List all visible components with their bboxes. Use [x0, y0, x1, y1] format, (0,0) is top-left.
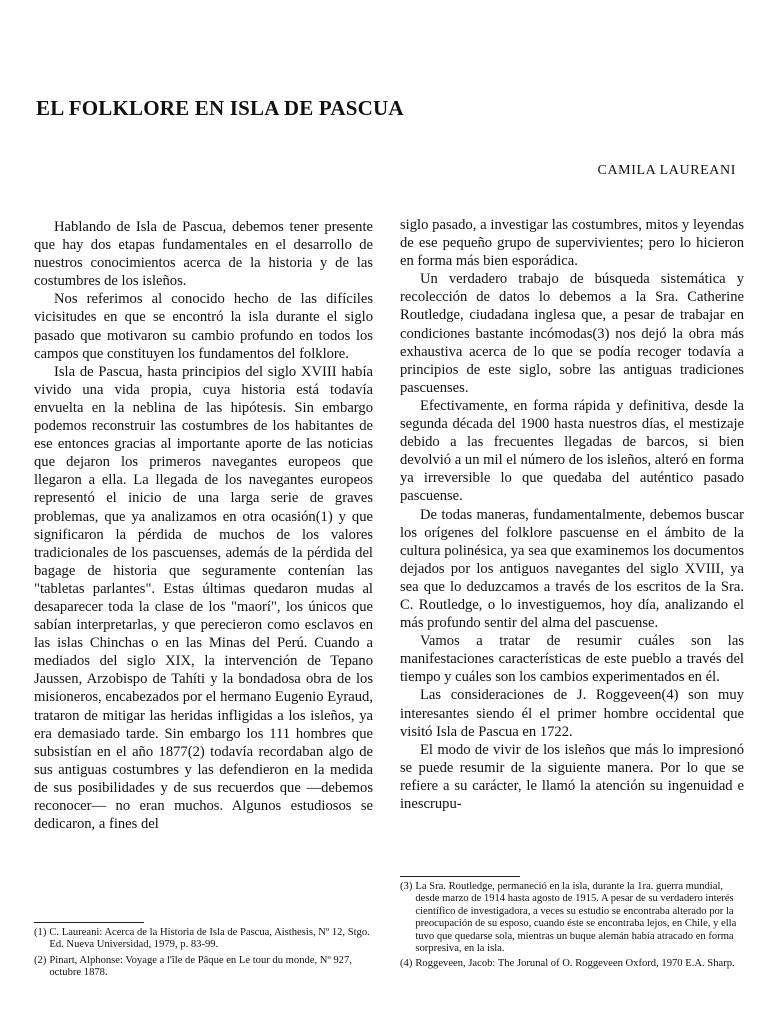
paragraph: De todas maneras, fundamentalmente, debemos buscar los orígenes del folklore pascuense en el ámbito de la cultura polinésica, ya sea que examinemos los documentos dejados por los antiguos navegantes del siglo XVIII, ya sea que lo deduzcamos a través de los escritos de la Sra. C. Routledge, o lo investiguemos, hoy día, analizando el más profundo sentir del alma del pascuense.	[400, 506, 744, 632]
paragraph: Isla de Pascua, hasta principios del siglo XVIII había vivido una vida propia, cuya historia está todavía envuelta en la neblina de las hipótesis. Sin embargo podemos reconstruir las costumbres de los habitantes de ese entonces gracias al importante aporte de las noticias que dejaron los primeros navegantes europeos que llegaron a ella. La llegada de los navegantes europeos representó el inicio de una larga serie de graves problemas, que ya analizamos en otra ocasión(1) y que significaron la pérdida de muchos de los valores tradicionales de los pascuenses, además de la pérdida del bagage de historia que seguramente contenían las "tabletas parlantes". Estas últimas quedaron mudas al desaparecer toda la clase de los "maorí", los únicos que sabían interpretarlas, y que perecieron como esclavos en las islas Chinchas o en las Minas del Perú. Cuando a mediados del siglo XIX, la intervención de Tepano Jaussen, Arzobispo de Tahíti y la bondadosa obra de los misioneros, encabezados por el hermano Eugenio Eyraud, trataron de mitigar las heridas infligidas a los isleños, ya era demasiado tarde. Sin embargo los 111 hombres que subsistían en el año 1877(2) todavía recordaban algo de sus antiguas costumbres y las defendieron en la medida de sus posibilidades y de sus recuerdos que —debemos reconocer— no eran muchos. Algunos estudiosos se dedicaron, a fines del	[34, 363, 373, 833]
paragraph: Un verdadero trabajo de búsqueda sistemática y recolección de datos lo debemos a la Sra. Catherine Routledge, ciudadana inglesa que, a pesar de trabajar en condiciones bastante incómodas(3) nos dejó la obra más exhaustiva acerca de lo que se podía recoger todavía a principios de este siglo, sobre las antiguas tradiciones pascuenses.	[400, 271, 744, 396]
footnote	[34, 927, 370, 952]
article-author: CAMILA LAUREANI	[597, 163, 736, 178]
paragraph: El modo de vivir de los isleños que más lo impresionó se puede resumir de la siguiente manera. Por lo que se refiere a su carácter, le llamó la atención su ingenuidad e inescrupu-	[400, 741, 744, 812]
footnote	[400, 881, 746, 955]
footnote-number: (4)	[400, 958, 413, 970]
footnotes-left	[34, 927, 370, 983]
paragraph: Nos referimos al conocido hecho de las difíciles vicisitudes en que se encontró la isla durante el siglo pasado que motivaron su cambio profundo en todos los campos que constituyen los fundamentos del folklore.	[34, 291, 373, 362]
footnote-text: Pinart, Alphonse: Voyage a l'île de Pâque en Le tour du monde, Nº 927, octubre 1878.	[49, 954, 352, 979]
footnote	[34, 955, 370, 980]
footnote-text: C. Laureani: Acerca de la Historia de Isla de Pascua, Aisthesis, Nº 12, Stgo. Ed. Nueva Universidad, 1979, p. 83-99.	[49, 927, 370, 951]
paragraph: Vamos a tratar de resumir cuáles son las manifestaciones características de este pueblo a través del tiempo y cuáles son los cambios experimentados en él.	[400, 633, 744, 686]
paragraph: Hablando de Isla de Pascua, debemos tener presente que hay dos etapas fundamentales en el desarrollo de nuestros conocimientos acerca de la historia y de las costumbres de los isleños.	[34, 219, 373, 290]
right-text-column	[400, 216, 744, 813]
paragraph: Las consideraciones de J. Roggeveen(4) son muy interesantes siendo él el primer hombre occidental que visitó Isla de Pascua en 1722.	[400, 687, 744, 740]
footnotes-right	[400, 881, 746, 974]
footnote-text: Roggeveen, Jacob: The Jorunal of O. Roggeveen Oxford, 1970 E.A. Sharp.	[415, 958, 735, 970]
footnote-text: La Sra. Routledge, permaneció en la isla, durante la 1ra. guerra mundial, desde marzo de 1914 hasta agosto de 1915. A pesar de su verdadero interés científico de investigadora, a veces su estudio se encontraba alterado por la preocupación de su esposo, cuando éste se encontraba lejos, en Chile, y ella tuvo que quedarse sola, mientras un buque alemán había atracado en forma sorpresiva, en la isla.	[415, 881, 737, 955]
footnote-number: (3)	[400, 881, 413, 892]
footnote-number: (1)	[34, 927, 47, 938]
paragraph-continued: siglo pasado, a investigar las costumbres, mitos y leyendas de ese pequeño grupo de supervivientes; pero lo hicieron en forma más bien esporádica.	[400, 217, 744, 270]
paragraph: Efectivamente, en forma rápida y definitiva, desde la segunda década del 1900 hasta nuestros días, el mestizaje debido a las frecuentes llegadas de barcos, si bien devolvió a un mil el número de los isleños, alteró en forma ya irreversible lo que quedaba del auténtico pasado pascuense.	[400, 397, 744, 505]
footnote-divider	[34, 922, 144, 923]
left-text-column	[34, 218, 373, 833]
footnote-divider	[400, 876, 520, 877]
footnote-number: (2)	[34, 954, 47, 966]
article-title: EL FOLKLORE EN ISLA DE PASCUA	[36, 96, 404, 120]
footnote	[400, 958, 746, 970]
